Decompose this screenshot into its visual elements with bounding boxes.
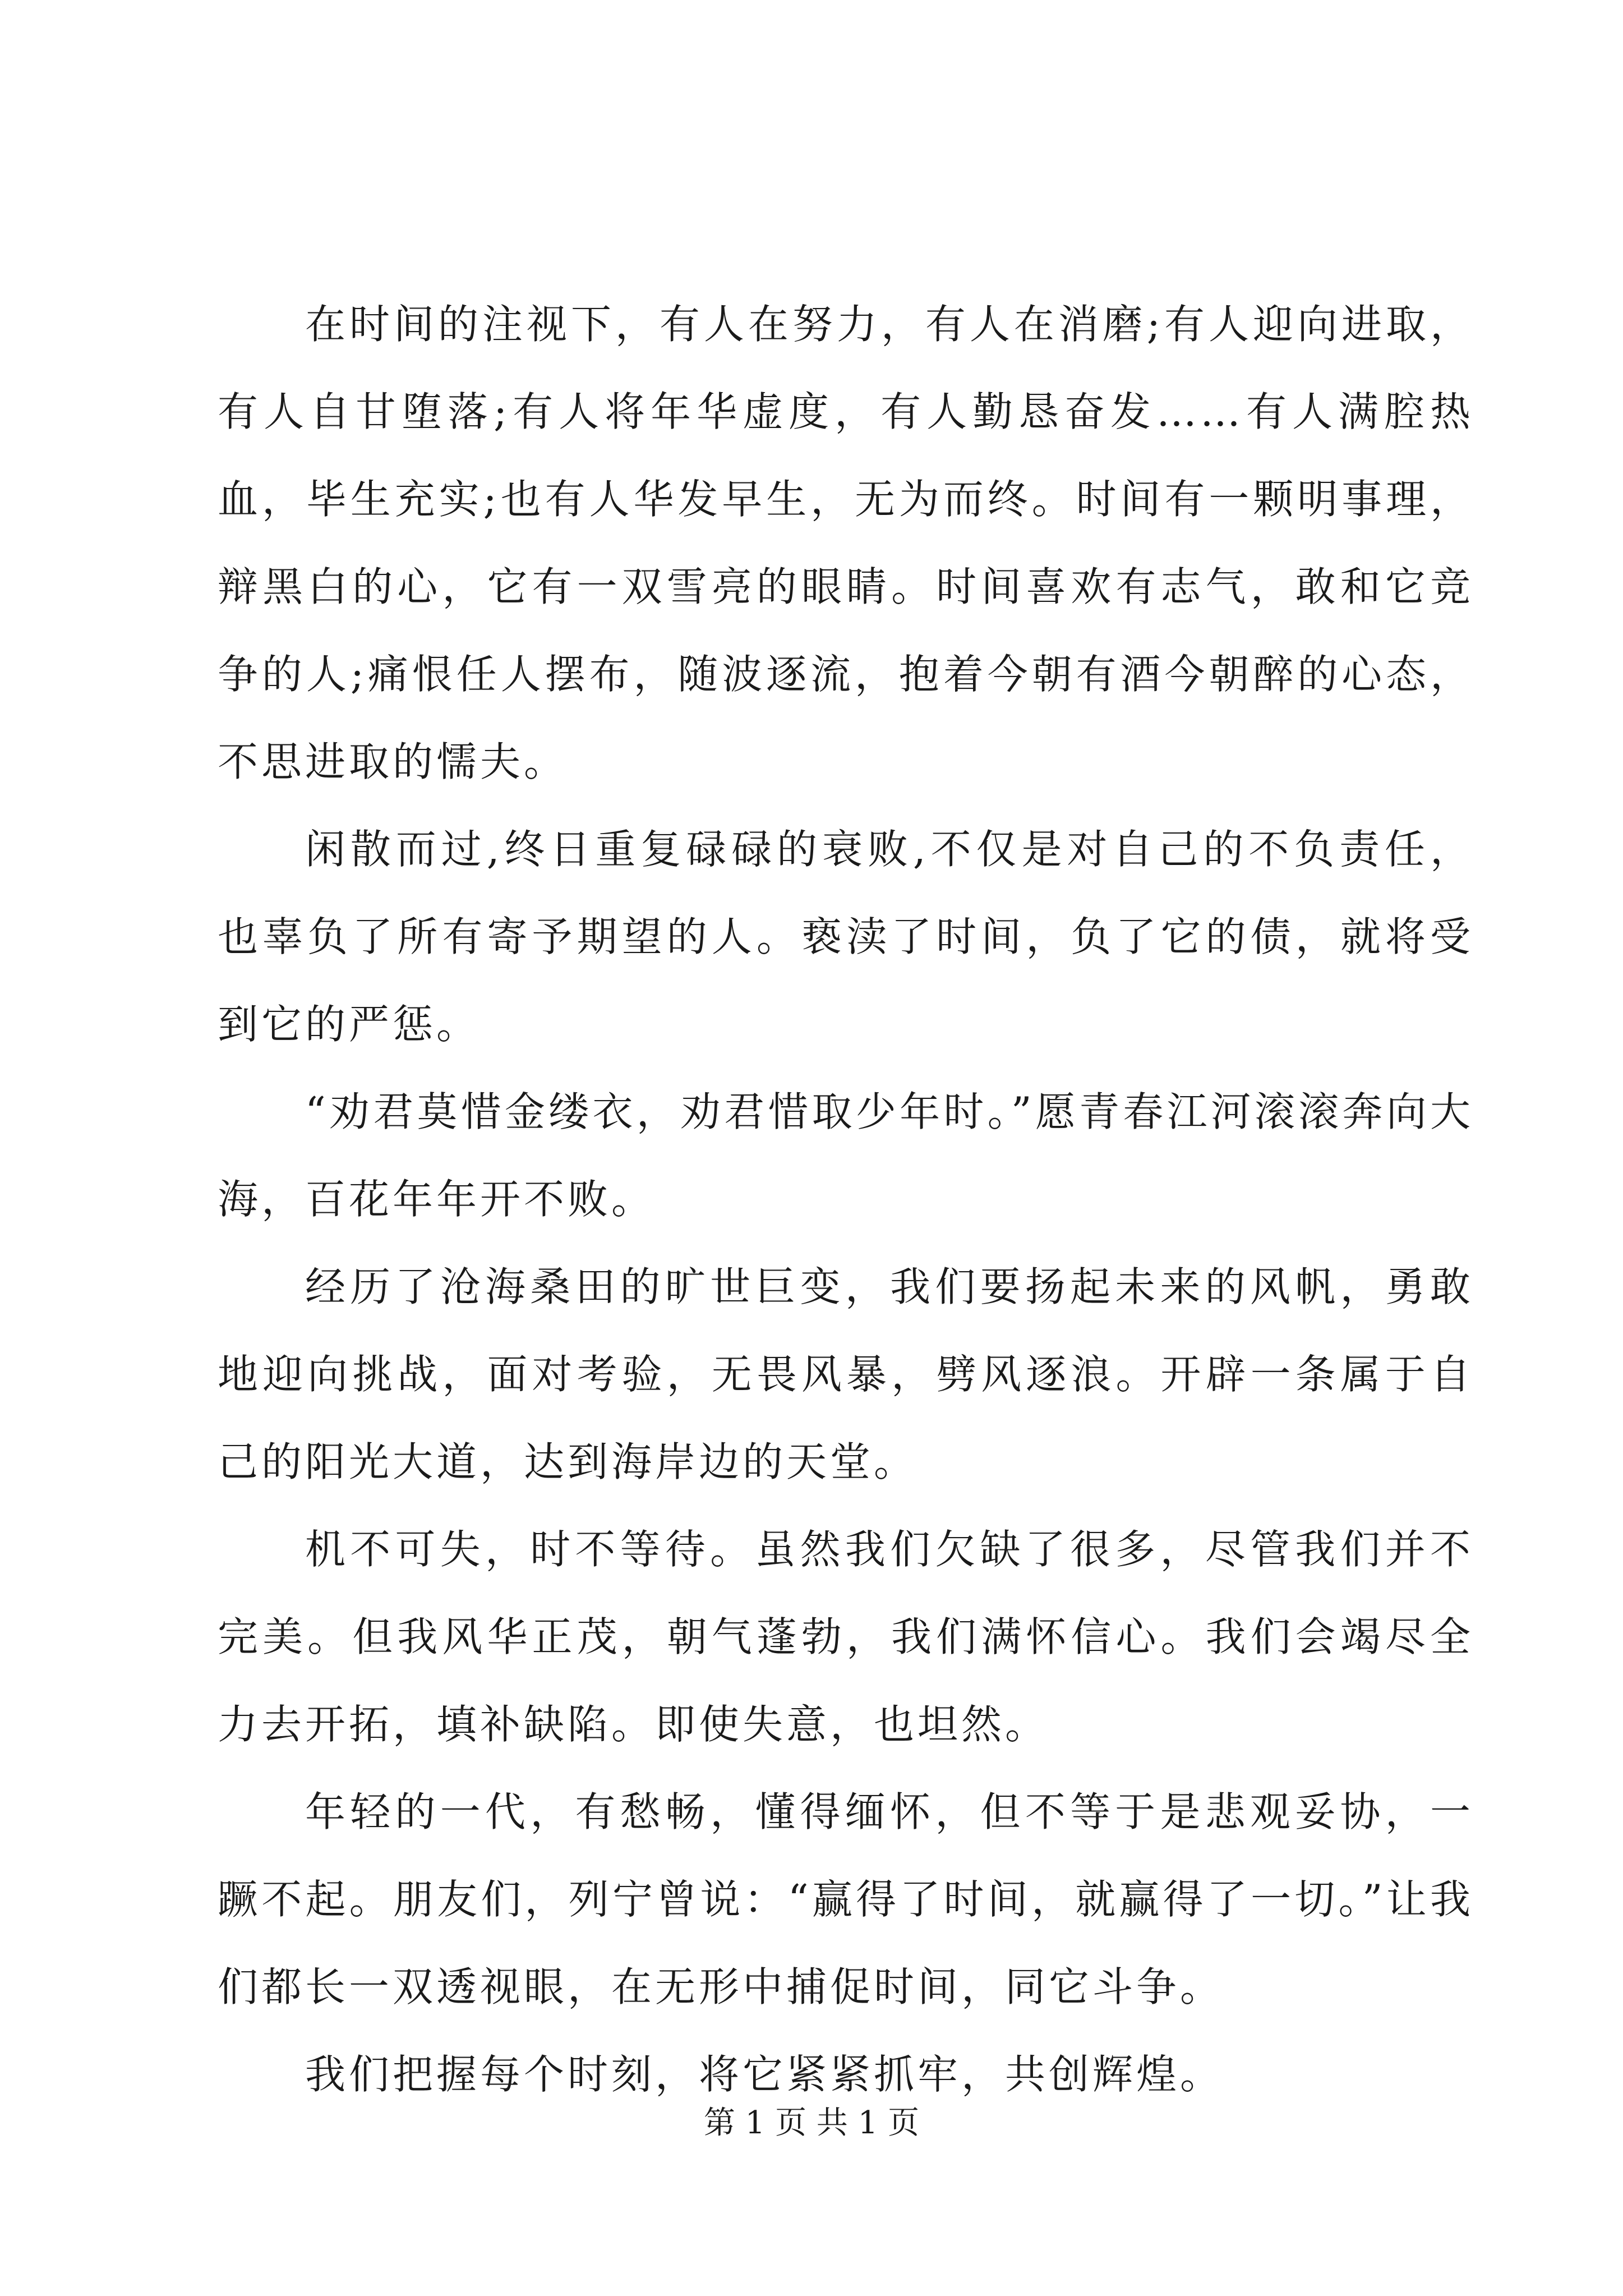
paragraph-6: 年轻的一代，有愁畅，懂得缅怀，但不等于是悲观妥协，一蹶不起。朋友们，列宁曾说：“赢得了时间，就赢得了一切。”让我们都长一双透视眼，在无形中捕促时间，同它斗争。 (218, 1788, 1474, 2010)
page-footer: 第 1 页 共 1 页 (703, 2105, 920, 2141)
paragraph-3: “劝君莫惜金缕衣，劝君惜取少年时。”愿青春江河滚滚奔向大海，百花年年开不败。 (218, 1088, 1474, 1223)
paragraph-2: 闲散而过,终日重复碌碌的衰败,不仅是对自己的不负责任，也辜负了所有寄予期望的人。亵渎了时间，负了它的债，就将受到它的严惩。 (218, 826, 1474, 1048)
paragraph-4: 经历了沧海桑田的旷世巨变，我们要扬起未来的风帆，勇敢地迎向挑战，面对考验，无畏风暴，劈风逐浪。开辟一条属于自己的阳光大道，达到海岸边的天堂。 (218, 1263, 1474, 1485)
paragraph-7: 我们把握每个时刻，将它紧紧抓牢，共创辉煌。 (305, 2051, 1224, 2098)
paragraph-1: 在时间的注视下，有人在努力，有人在消磨;有人迎向进取，有人自甘堕落;有人将年华虚度，有人勤恳奋发……有人满腔热血，毕生充实;也有人华发早生，无为而终。时间有一颗明事理，辩黑白的心，它有一双雪亮的眼睛。时间喜欢有志气，敢和它竞争的人;痛恨任人摆布，随波逐流，抱着今朝有酒今朝醉的心态，不思进取的懦夫。 (218, 301, 1474, 785)
paragraph-5: 机不可失，时不等待。虽然我们欠缺了很多，尽管我们并不完美。但我风华正茂，朝气蓬勃，我们满怀信心。我们会竭尽全力去开拓，填补缺陷。即使失意，也坦然。 (218, 1526, 1474, 1748)
document-body (218, 280, 1474, 2118)
